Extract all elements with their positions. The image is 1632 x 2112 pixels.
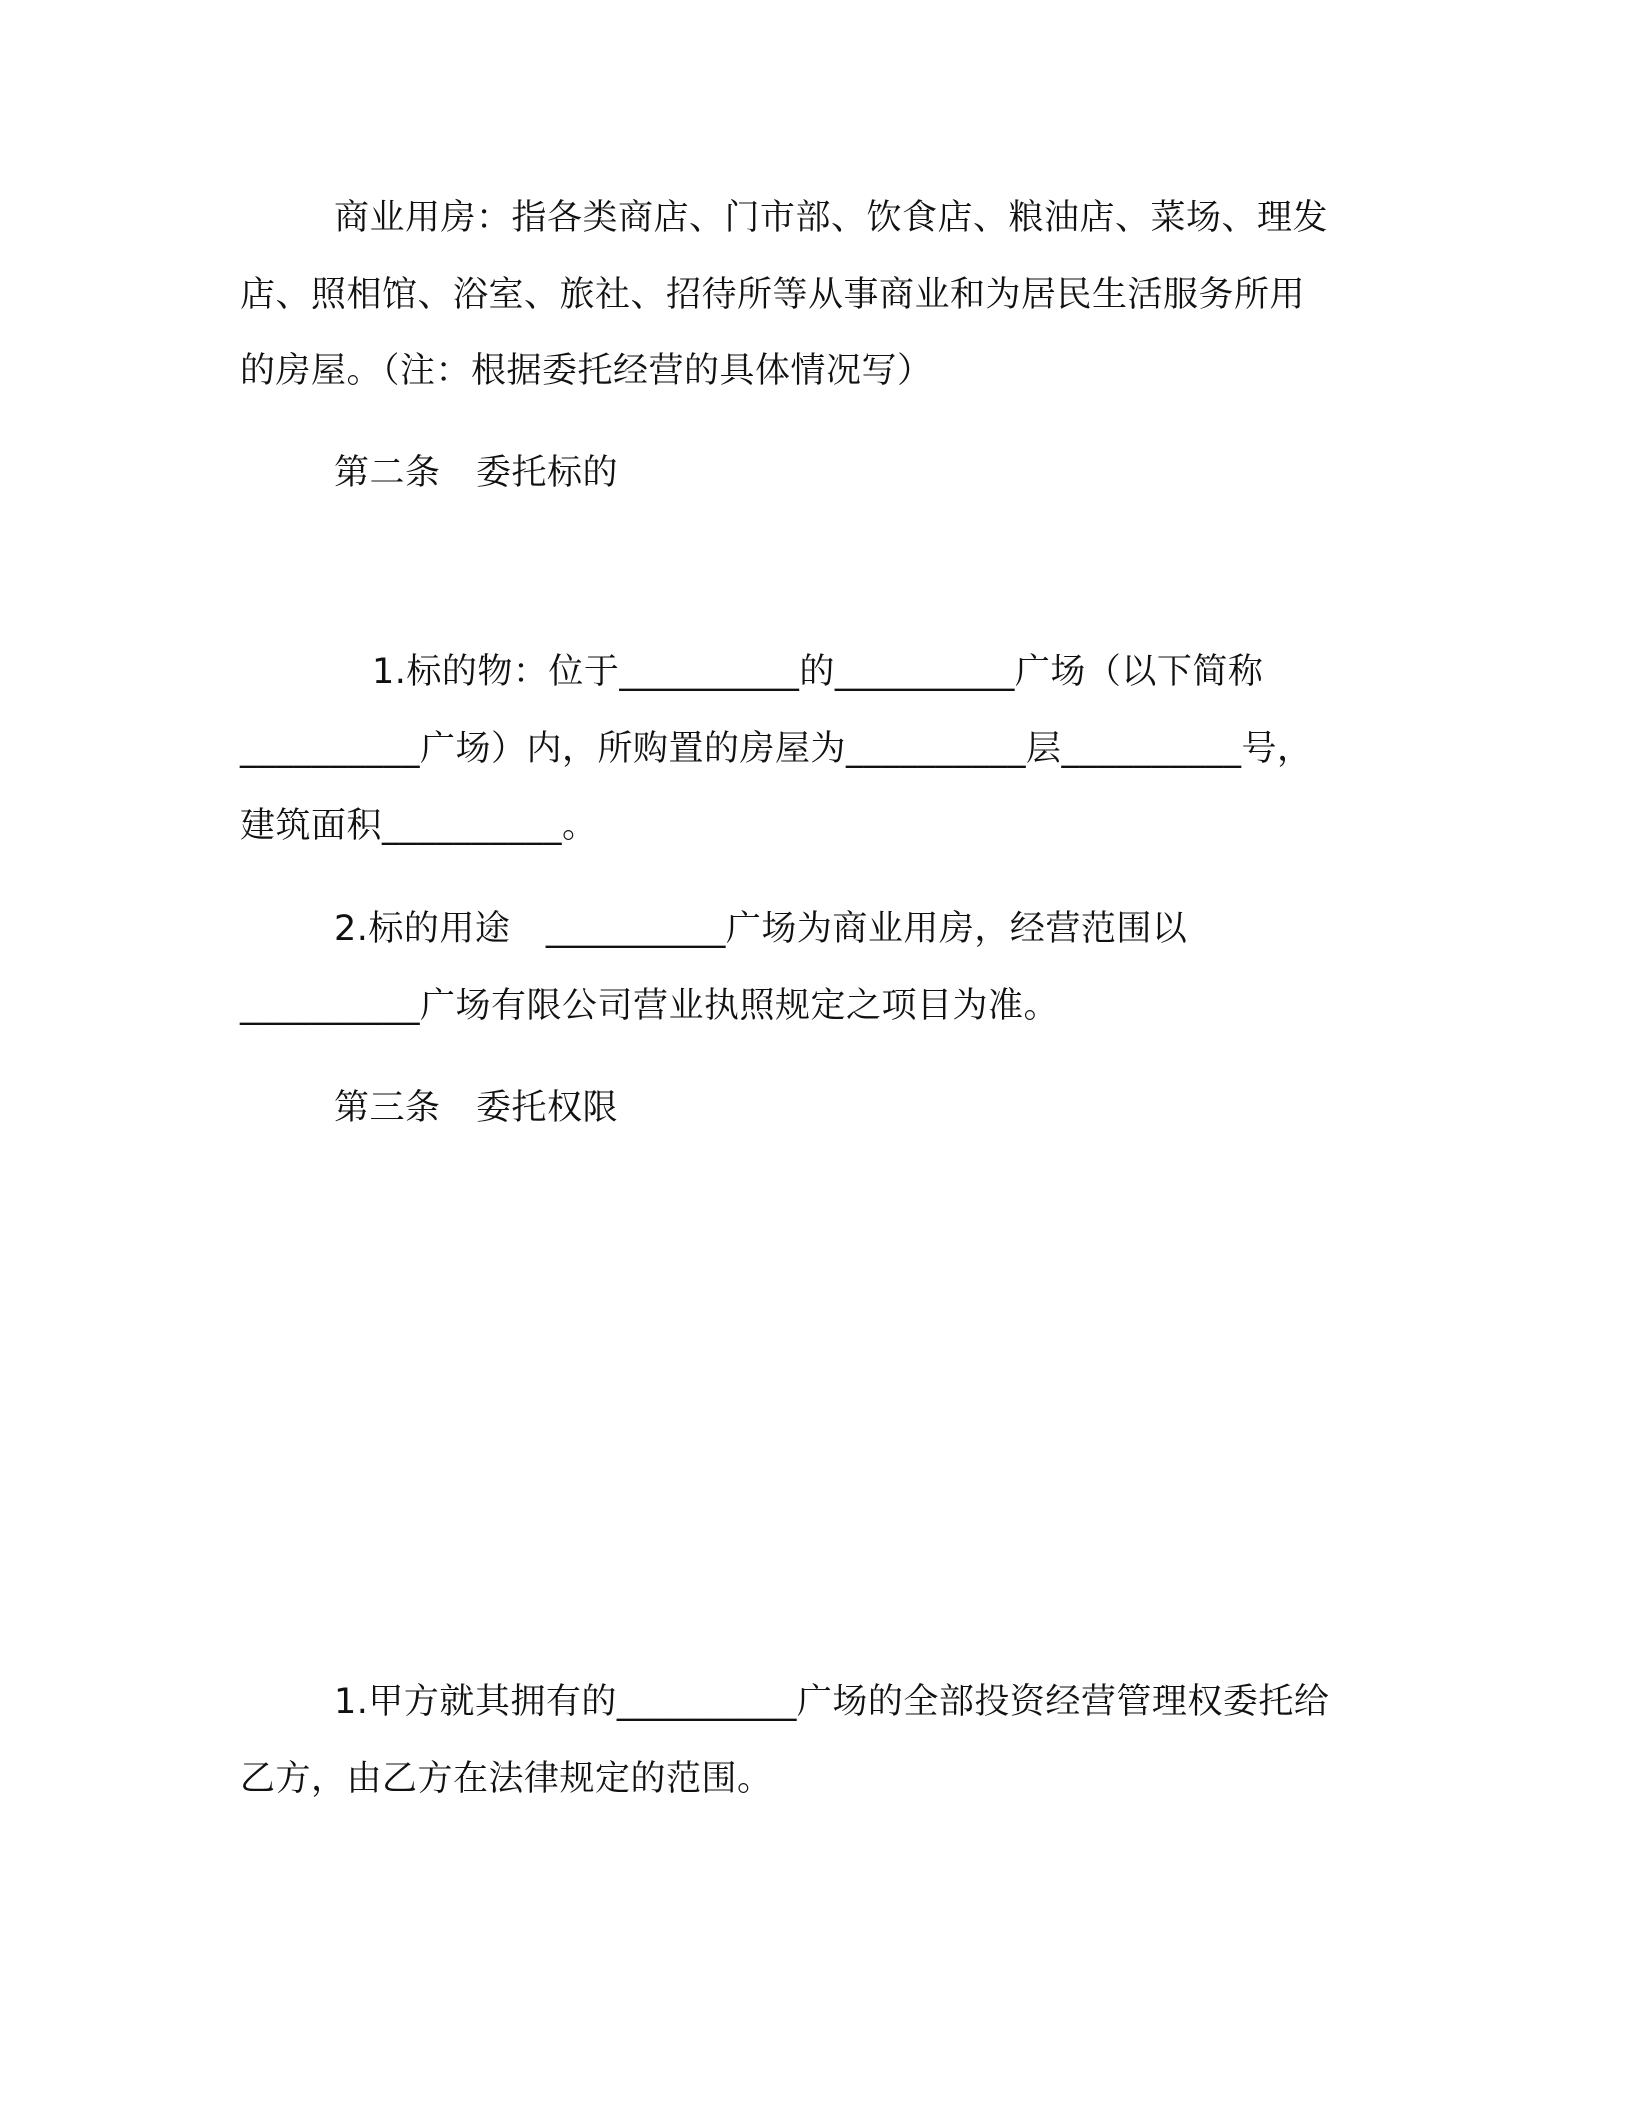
- paragraph-commercial-housing-line-2: 店、照相馆、浴室、旅社、招待所等从事商业和为居民生活服务所用: [240, 275, 1306, 315]
- item-3-authority-line-1: 1.甲方就其拥有的__________广场的全部投资经营管理权委托给: [334, 1682, 1330, 1722]
- article-2-heading: 第二条 委托标的: [334, 453, 619, 493]
- item-1-subject-line-3: 建筑面积__________。: [240, 806, 598, 846]
- item-2-usage-line-1: 2.标的用途 __________广场为商业用房，经营范围以: [334, 909, 1188, 949]
- paragraph-commercial-housing-line-1: 商业用房：指各类商店、门市部、饮食店、粮油店、菜场、理发: [334, 198, 1329, 238]
- item-1-subject-line-2: __________广场）内，所购置的房屋为__________层__________号，: [240, 729, 1313, 769]
- article-3-heading: 第三条 委托权限: [334, 1088, 619, 1128]
- paragraph-commercial-housing-line-3: 的房屋。（注：根据委托经营的具体情况写）: [240, 351, 933, 391]
- item-1-subject-line-1: 1.标的物：位于__________的__________广场（以下简称: [372, 652, 1264, 692]
- item-2-usage-line-2: __________广场有限公司营业执照规定之项目为准。: [240, 986, 1060, 1026]
- item-3-authority-line-2: 乙方，由乙方在法律规定的范围。: [240, 1759, 773, 1799]
